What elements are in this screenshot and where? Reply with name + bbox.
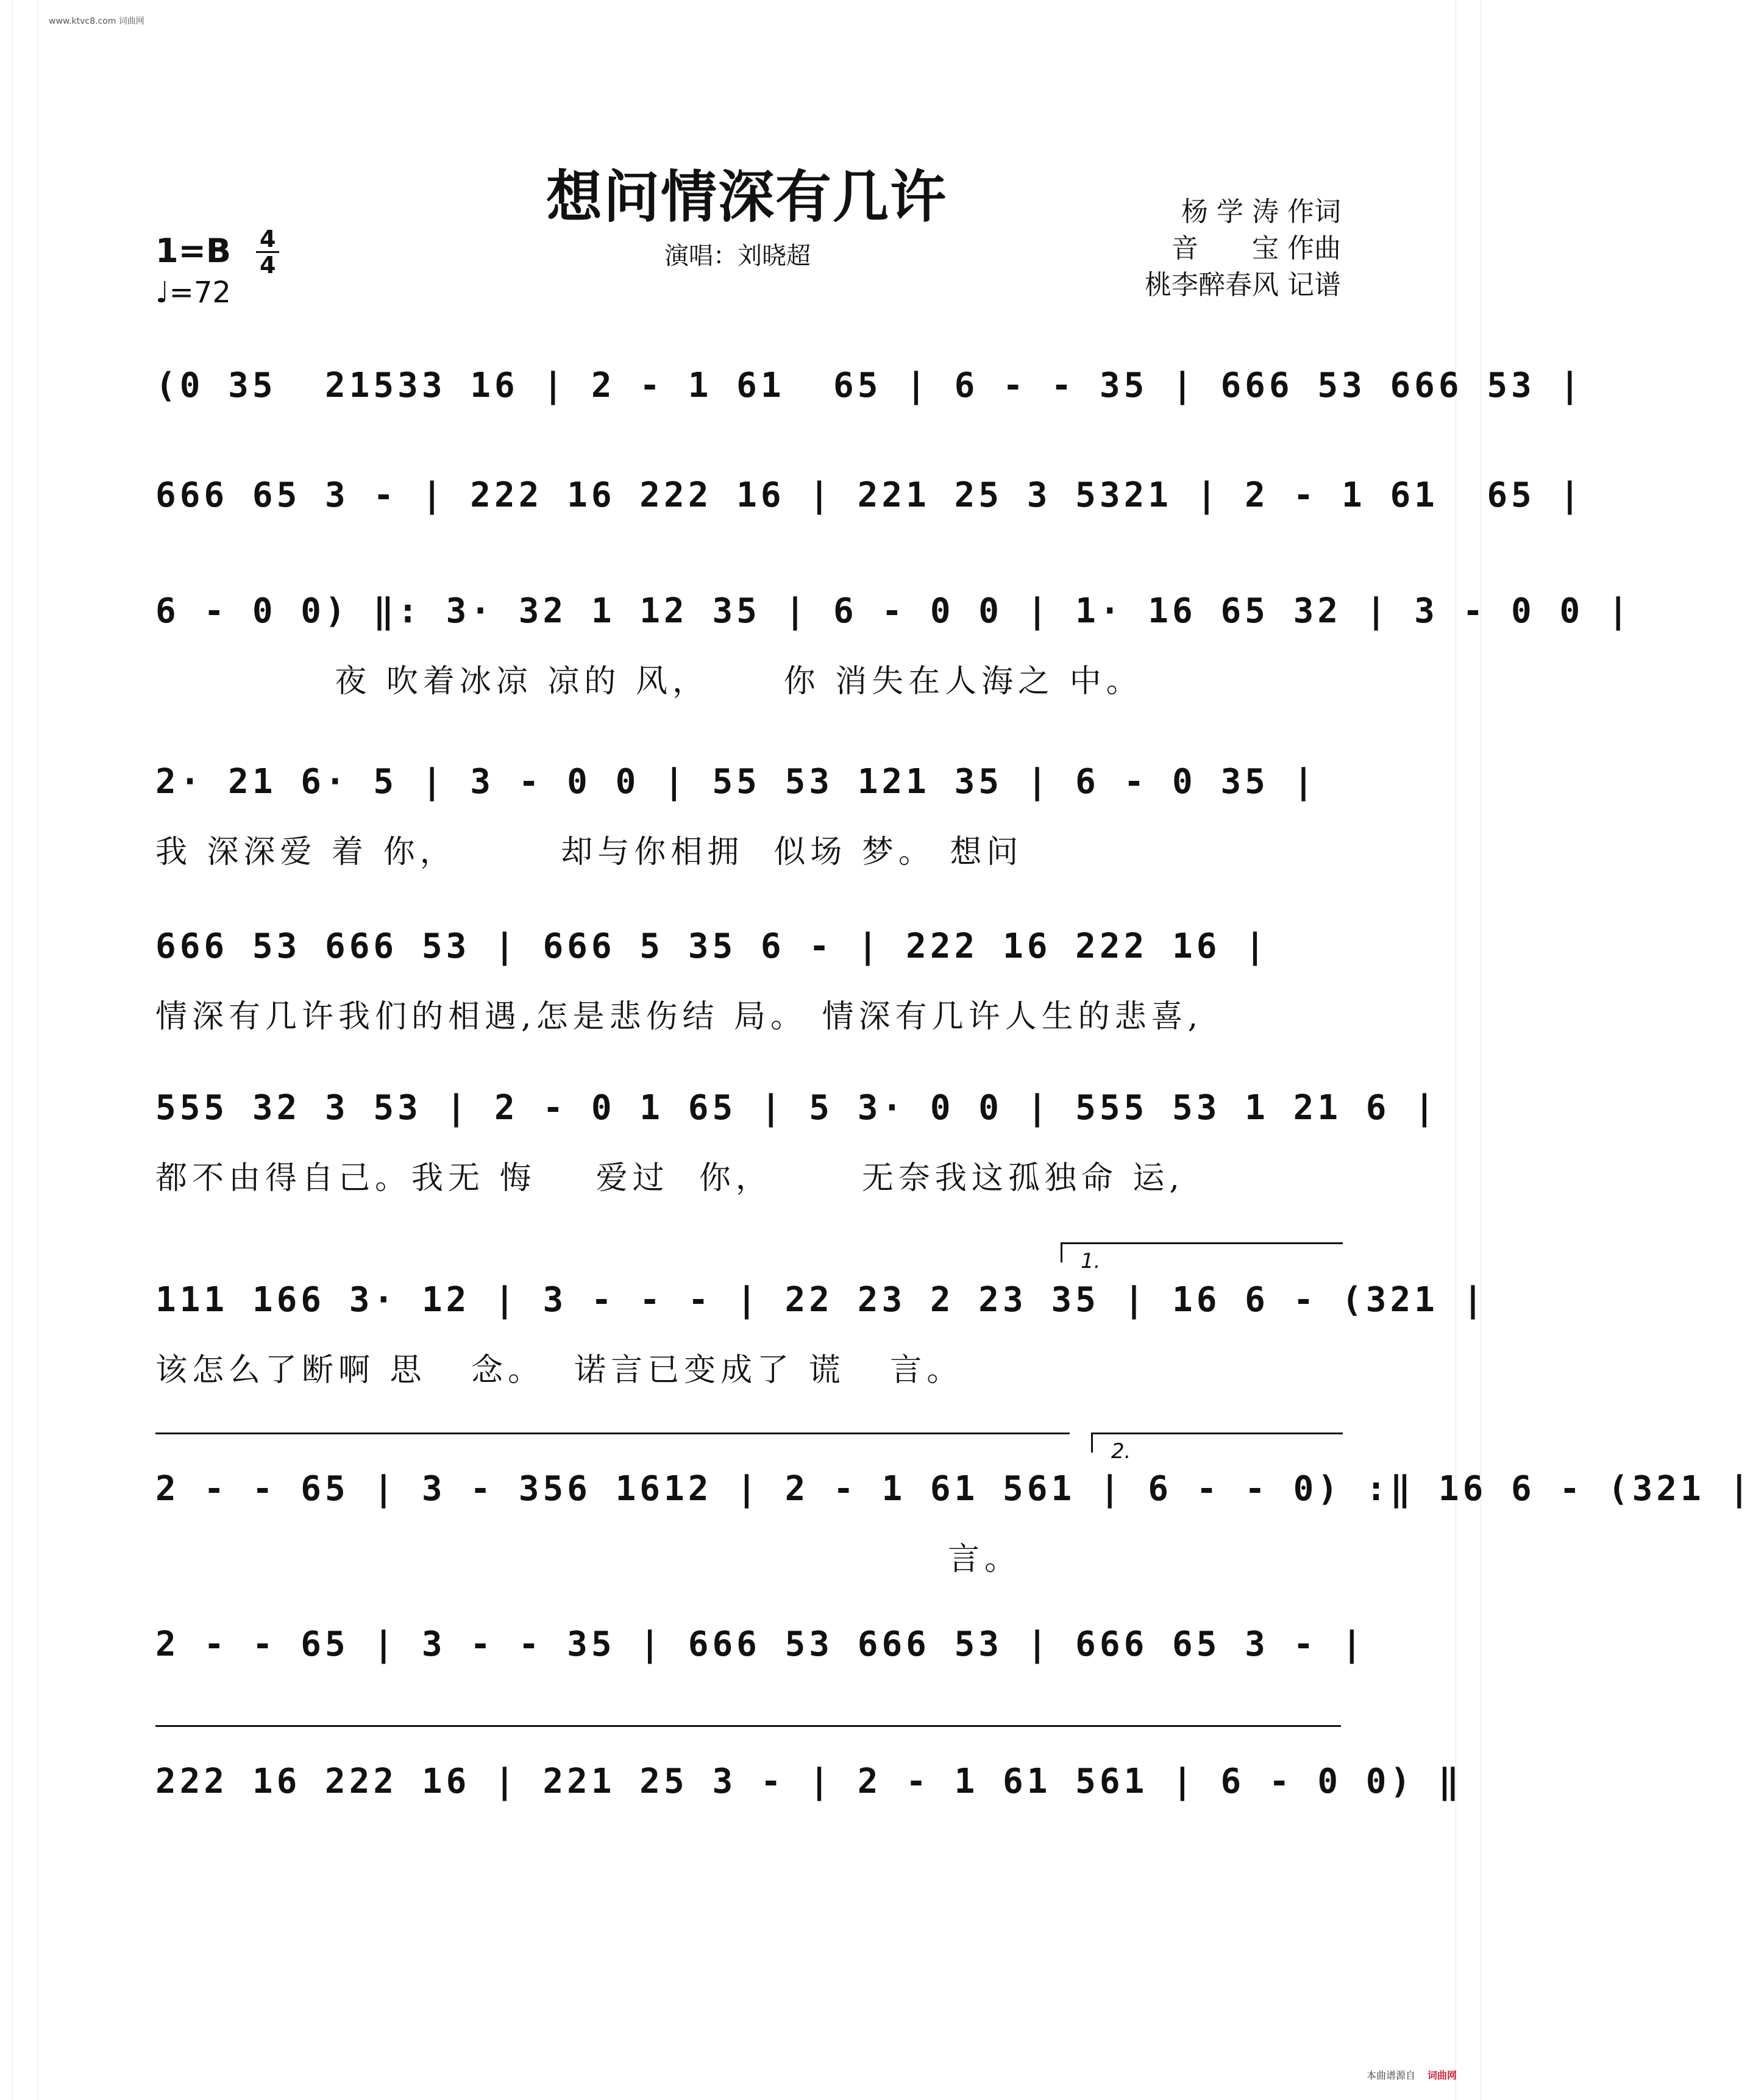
lyrics-line-7: 该怎么了断啊 思 念。 诺言已变成了 谎 言。 — [155, 1352, 964, 1389]
coda-bracket-line — [155, 1725, 1341, 1727]
lyricist-credit: 杨 学 涛 作词 — [1181, 196, 1341, 227]
lyrics-line-8: 言。 — [155, 1541, 1022, 1578]
score-line-1 — [155, 366, 1584, 405]
score-line-3 — [155, 591, 1632, 701]
footer-credit — [1367, 2068, 1457, 2082]
footer-source: 本曲谱源自 — [1366, 2070, 1415, 2081]
notes-line-5: 666 53 666 53 | 666 5 35 6 - | 222 16 222 16 | — [155, 927, 1269, 966]
notes-line-8: 2 - - 65 | 3 - 356 1612 | 2 - 1 61 561 | 6 - - 0) :‖ 16 6 - (321 | — [155, 1469, 1753, 1509]
notes-line-3: 6 - 0 0) ‖: 3· 32 1 12 35 | 6 - 0 0 | 1· 16 65 32 | 3 - 0 0 | — [155, 591, 1632, 631]
transcriber-credit: 桃李醉春风 记谱 — [1145, 269, 1341, 301]
volta-label-1: 1. — [1081, 1249, 1101, 1273]
volta-label-2: 2. — [1111, 1439, 1131, 1464]
time-signature-top: 4 — [256, 227, 279, 253]
lyrics-line-6: 都不由得自己。我无 悔 爱过 你， 无奈我这孤独命 运, — [155, 1160, 1184, 1197]
volta-1-continuation-line — [155, 1433, 1070, 1434]
left-margin-watermark — [12, 0, 38, 2100]
score-line-4 — [155, 762, 1347, 872]
volta-bracket-1 — [1061, 1242, 1343, 1273]
time-signature — [256, 227, 279, 277]
composer-credit: 音 宝 作曲 — [1172, 233, 1341, 264]
song-title: 想问情深有几许 — [546, 164, 947, 230]
site-header: www.ktvc8.com 词曲网 — [49, 16, 144, 26]
credits-block — [1145, 194, 1341, 304]
notes-line-2: 666 65 3 - | 222 16 222 16 | 221 25 3 5321 | 2 - 1 61 65 | — [155, 475, 1584, 515]
notes-line-1: (0 35 21533 16 | 2 - 1 61 65 | 6 - - 35 | 666 53 666 53 | — [155, 366, 1584, 405]
score-line-6 — [155, 1088, 1438, 1198]
key-signature: 1=B — [155, 232, 231, 270]
notes-line-4: 2· 21 6· 5 | 3 - 0 0 | 55 53 121 35 | 6 - 0 35 | — [155, 762, 1318, 802]
notes-line-6: 555 32 3 53 | 2 - 0 1 65 | 5 3· 0 0 | 555 53 1 21 6 | — [155, 1088, 1438, 1128]
tempo-marking: ♩=72 — [155, 276, 231, 310]
time-signature-bottom: 4 — [260, 252, 276, 279]
volta-bracket-2 — [1091, 1433, 1343, 1464]
score-line-2 — [155, 475, 1584, 515]
lyrics-line-3: 夜 吹着冰凉 凉的 风， 你 消失在人海之 中。 — [155, 663, 1143, 700]
singer-credit: 演唱：刘晓超 — [664, 242, 811, 270]
score-line-8 — [155, 1469, 1753, 1579]
notes-line-10: 222 16 222 16 | 221 25 3 - | 2 - 1 61 561 | 6 - 0 0) ‖ — [155, 1762, 1463, 1801]
footer-brand[interactable]: 词曲网 — [1427, 2070, 1457, 2081]
notes-line-9: 2 - - 65 | 3 - - 35 | 666 53 666 53 | 666 65 3 - | — [155, 1625, 1366, 1664]
score-line-10 — [155, 1762, 1463, 1801]
score-line-7 — [155, 1280, 1487, 1390]
notes-line-7: 111 166 3· 12 | 3 - - - | 22 23 2 23 35 | 16 6 - (321 | — [155, 1280, 1487, 1320]
lyrics-line-5: 情深有几许我们的相遇,怎是悲伤结 局。 情深有几许人生的悲喜, — [155, 998, 1203, 1035]
score-line-9 — [155, 1625, 1366, 1664]
lyrics-line-4: 我 深深爱 着 你， 却与你相拥 似场 梦。 想问 — [155, 834, 1023, 870]
score-line-5 — [155, 927, 1347, 1036]
